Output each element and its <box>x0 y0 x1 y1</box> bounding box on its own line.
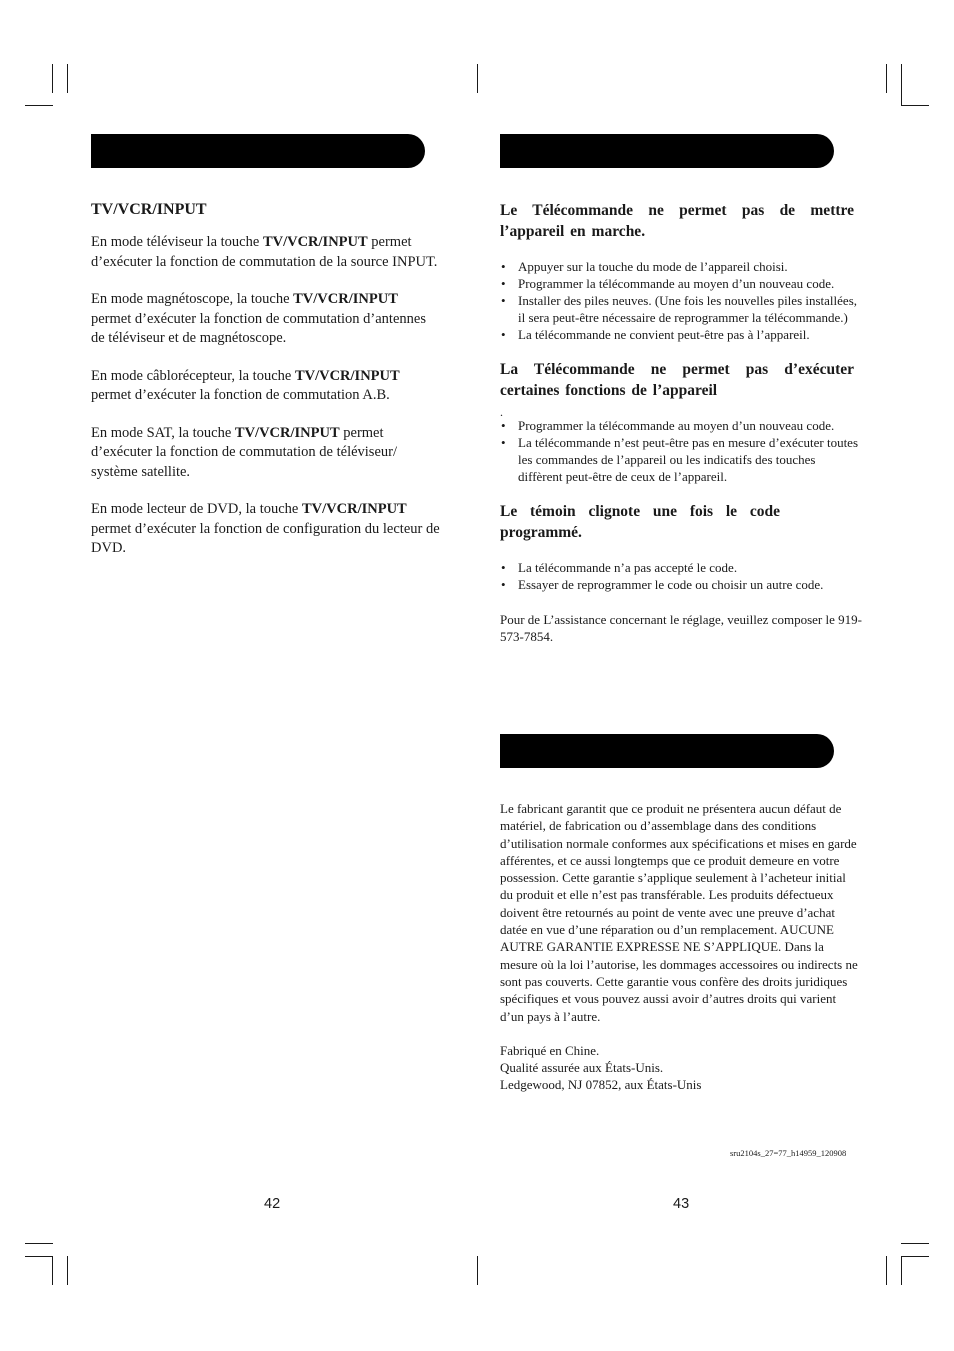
paragraph-text: permet d’exécuter la fonction de commutation de la source INPUT. <box>91 234 438 270</box>
body-paragraph <box>91 233 441 272</box>
left-heading: TV/VCR/INPUT <box>91 201 207 218</box>
document-code: sru2104s_27=77_h14959_120908 <box>730 1148 847 1158</box>
page-number-right: 43 <box>673 1196 690 1212</box>
body-paragraph <box>91 367 441 406</box>
warranty-block <box>500 800 862 1094</box>
bullet-item: • Essayer de reprogrammer le code ou choisir un autre code. <box>500 576 862 593</box>
section-banner-warranty <box>500 734 834 768</box>
bullet-list <box>500 559 862 593</box>
bullet-item: • Programmer la télécommande au moyen d’un nouveau code. <box>500 275 862 292</box>
left-paragraphs <box>91 233 441 559</box>
paragraph-text: En mode téléviseur la touche <box>91 234 263 250</box>
stray-dot: . <box>500 405 503 419</box>
bullet-item: • La télécommande n’est peut-être pas en mesure d’exécuter toutes les commandes de l’appareil ou les indicatifs des touches diffèrent peut-être de ceux de l’appareil. <box>500 434 862 485</box>
bullet-item: • Appuyer sur la touche du mode de l’appareil choisi. <box>500 258 862 275</box>
assistance-text: Pour de L’assistance concernant le réglage, veuillez composer le 919-573-7854. <box>500 612 862 645</box>
section-banner-troubleshooting <box>500 134 834 168</box>
paragraph-text: permet d’exécuter la fonction de commutation de téléviseur/ système satellite. <box>91 424 397 480</box>
body-paragraph <box>91 290 441 349</box>
paragraph-text: permet d’exécuter la fonction de commutation A.B. <box>91 387 390 403</box>
body-paragraph <box>91 424 441 483</box>
bullet-list <box>500 258 862 343</box>
paragraph-text: permet d’exécuter la fonction de commutation d’antennes de téléviseur et de magnétoscope. <box>91 310 426 346</box>
left-column <box>91 201 441 577</box>
bullet-item: • Programmer la télécommande au moyen d’un nouveau code. <box>500 417 862 434</box>
section-heading: Le témoin clignote une fois le code programmé. <box>500 503 780 541</box>
bullet-item: • Installer des piles neuves. (Une fois les nouvelles piles installées, il sera peut-être nécessaire de reprogrammer la télécommande.) <box>500 292 862 326</box>
paragraph-text: En mode câblorécepteur, la touche <box>91 367 295 384</box>
button-name: TV/VCR/INPUT <box>301 501 407 517</box>
origin-line: Fabriqué en Chine. <box>500 1042 600 1058</box>
bullet-list <box>500 417 862 485</box>
section-banner-left <box>91 134 425 168</box>
button-name: TV/VCR/INPUT <box>234 424 340 441</box>
bullet-item: • La télécommande ne convient peut-être pas à l’appareil. <box>500 326 862 343</box>
paragraph-text: En mode lecteur de DVD, la touche <box>91 501 302 517</box>
body-paragraph <box>91 500 441 559</box>
button-name: TV/VCR/INPUT <box>293 291 398 307</box>
button-name: TV/VCR/INPUT <box>294 367 400 384</box>
section-heading: La Télécommande ne permet pas d’exécuter certaines fonctions de l’appareil <box>500 361 854 399</box>
origin-block <box>500 1042 862 1094</box>
bullet-item: • La télécommande n’a pas accepté le code. <box>500 559 862 576</box>
page-number-left: 42 <box>264 1196 281 1212</box>
warranty-text: Le fabricant garantit que ce produit ne présentera aucun défaut de matériel, de fabrication ou d’assemblage dans des conditions d’utilisation normale conformes aux spécifications et mises en garde afférentes, et ce aussi longtemps que ce produit demeure en votre possession. Cette garantie s’applique seulement à l’acheteur initial du produit et elle n’est pas transférable. Les produits défectueux doivent être retournés au point de vente avec une preuve d’achat datée en vue d’une réparation ou d’un remplacement. AUCUNE AUTRE GARANTIE EXPRESSE NE S’APPLIQUE. Dans la mesure où la loi l’autorise, les dommages accessoires ou indirects ne sont pas couverts. Cette garantie vous confère des droits juridiques spécifiques et vous pouvez aussi avoir d’autres droits qui varient d’un pays à l’autre. <box>500 801 858 1024</box>
paragraph-text: permet d’exécuter la fonction de configuration du lecteur de DVD. <box>91 520 440 556</box>
paragraph-text: En mode SAT, la touche <box>91 424 235 441</box>
origin-line: Qualité assurée aux États-Unis. <box>500 1060 664 1076</box>
paragraph-text: En mode magnétoscope, la touche <box>91 291 294 307</box>
origin-line: Ledgewood, NJ 07852, aux États-Unis <box>500 1077 702 1093</box>
button-name: TV/VCR/INPUT <box>262 234 368 250</box>
right-column <box>500 200 862 646</box>
section-heading: Le Télécommande ne permet pas de mettre l’appareil en marche. <box>500 202 854 240</box>
